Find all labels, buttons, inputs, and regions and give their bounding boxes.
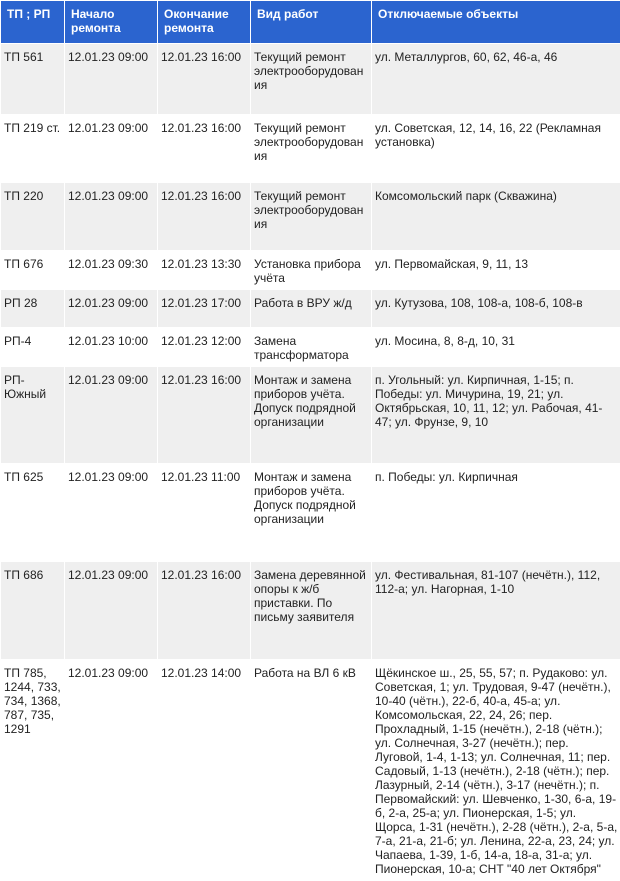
cell-start: 12.01.23 09:00 xyxy=(65,44,157,114)
cell-work: Текущий ремонт электрооборудования xyxy=(251,183,371,250)
cell-end: 12.01.23 16:00 xyxy=(158,115,250,182)
cell-work: Установка прибора учёта xyxy=(251,251,371,289)
table-row xyxy=(1,464,620,561)
cell-work: Монтаж и замена приборов учёта. Допуск подрядной организации xyxy=(251,367,371,463)
cell-end: 12.01.23 12:00 xyxy=(158,328,250,366)
cell-end: 12.01.23 16:00 xyxy=(158,562,250,659)
cell-work: Текущий ремонт электрооборудования xyxy=(251,44,371,114)
cell-work: Монтаж и замена приборов учёта. Допуск подрядной организации xyxy=(251,464,371,561)
cell-start: 12.01.23 09:00 xyxy=(65,660,157,880)
cell-start: 12.01.23 09:30 xyxy=(65,251,157,289)
cell-objects: ул. Кутузова, 108, 108-а, 108-б, 108-в xyxy=(372,290,620,327)
cell-objects: ул. Первомайская, 9, 11, 13 xyxy=(372,251,620,289)
cell-end: 12.01.23 16:00 xyxy=(158,183,250,250)
table-row xyxy=(1,183,620,250)
cell-objects: ул. Советская, 12, 14, 16, 22 (Рекламная установка) xyxy=(372,115,620,182)
cell-end: 12.01.23 16:00 xyxy=(158,367,250,463)
cell-work: Замена деревянной опоры к ж/б приставки. По письму заявителя xyxy=(251,562,371,659)
cell-start: 12.01.23 09:00 xyxy=(65,183,157,250)
cell-tp: ТП 220 xyxy=(1,183,64,250)
cell-tp: ТП 785, 1244, 733, 734, 1368, 787, 735, 1291 xyxy=(1,660,64,880)
cell-tp: ТП 676 xyxy=(1,251,64,289)
cell-objects: ул. Фестивальная, 81-107 (нечётн.), 112, 112-а; ул. Нагорная, 1-10 xyxy=(372,562,620,659)
cell-start: 12.01.23 09:00 xyxy=(65,367,157,463)
cell-objects: п. Угольный: ул. Кирпичная, 1-15; п. Победы: ул. Мичурина, 19, 21; ул. Октябрьская, 10, 11, 12; ул. Рабочая, 41-47; ул. Фрунзе, 9, 10 xyxy=(372,367,620,463)
cell-start: 12.01.23 09:00 xyxy=(65,464,157,561)
header-work: Вид работ xyxy=(251,1,371,43)
header-end: Окончание ремонта xyxy=(158,1,250,43)
cell-work: Работа в ВРУ ж/д xyxy=(251,290,371,327)
cell-tp: РП 28 xyxy=(1,290,64,327)
cell-end: 12.01.23 14:00 xyxy=(158,660,250,880)
cell-objects: п. Победы: ул. Кирпичная xyxy=(372,464,620,561)
cell-objects: Щёкинское ш., 25, 55, 57; п. Рудаково: ул. Советская, 1; ул. Трудовая, 9-47 (нечётн.), 10-40 (чётн.), 22-б, 40-а, 45-а; ул. Комсомольская, 22, 24, 26; пер. Прохладный, 1-15 (нечётн.), 2-18 (чётн.); ул. Солнечная, 3-27 (нечётн.); пер. Луговой, 1-4, 1-13; ул. Солнечная, 11; пер. Садовый, 1-13 (нечётн.), 2-18 (чётн.); пер. Лазурный, 2-14 (чётн.), 3-17 (нечётн.); п. Первомайский: ул. Шевченко, 1-30, 6-а, 19-б, 2-а, 25-а; ул. Пионерская, 1-5; ул. Щорса, 1-31 (нечётн.), 2-28 (чётн.), 2-а, 5-а, 7-а, 21-а, 21-б; ул. Ленина, 22-а, 23, 24; ул. Чапаева, 1-39, 1-б, 14-а, 18-а, 31-а; ул. Пионерская, 10-а; СНТ "40 лет Октября" xyxy=(372,660,620,880)
cell-tp: ТП 686 xyxy=(1,562,64,659)
table-row xyxy=(1,328,620,366)
table-row xyxy=(1,115,620,182)
cell-work: Работа на ВЛ 6 кВ xyxy=(251,660,371,880)
cell-objects: ул. Металлургов, 60, 62, 46-а, 46 xyxy=(372,44,620,114)
table-row xyxy=(1,562,620,659)
cell-work: Замена трансформатора xyxy=(251,328,371,366)
table-row xyxy=(1,44,620,114)
cell-objects: ул. Мосина, 8, 8-д, 10, 31 xyxy=(372,328,620,366)
cell-end: 12.01.23 13:30 xyxy=(158,251,250,289)
cell-end: 12.01.23 11:00 xyxy=(158,464,250,561)
header-objects: Отключаемые объекты xyxy=(372,1,620,43)
cell-end: 12.01.23 17:00 xyxy=(158,290,250,327)
cell-objects: Комсомольский парк (Скважина) xyxy=(372,183,620,250)
cell-work: Текущий ремонт электрооборудования xyxy=(251,115,371,182)
cell-tp: РП-4 xyxy=(1,328,64,366)
table-row xyxy=(1,367,620,463)
table-row xyxy=(1,290,620,327)
table-row xyxy=(1,251,620,289)
header-tp: ТП ; РП xyxy=(1,1,64,43)
table-row xyxy=(1,660,620,880)
table-header-row xyxy=(1,1,620,43)
cell-end: 12.01.23 16:00 xyxy=(158,44,250,114)
header-start: Начало ремонта xyxy=(65,1,157,43)
cell-tp: РП-Южный xyxy=(1,367,64,463)
cell-start: 12.01.23 09:00 xyxy=(65,290,157,327)
cell-tp: ТП 625 xyxy=(1,464,64,561)
cell-start: 12.01.23 10:00 xyxy=(65,328,157,366)
cell-start: 12.01.23 09:00 xyxy=(65,115,157,182)
cell-tp: ТП 219 ст. xyxy=(1,115,64,182)
cell-start: 12.01.23 09:00 xyxy=(65,562,157,659)
cell-tp: ТП 561 xyxy=(1,44,64,114)
